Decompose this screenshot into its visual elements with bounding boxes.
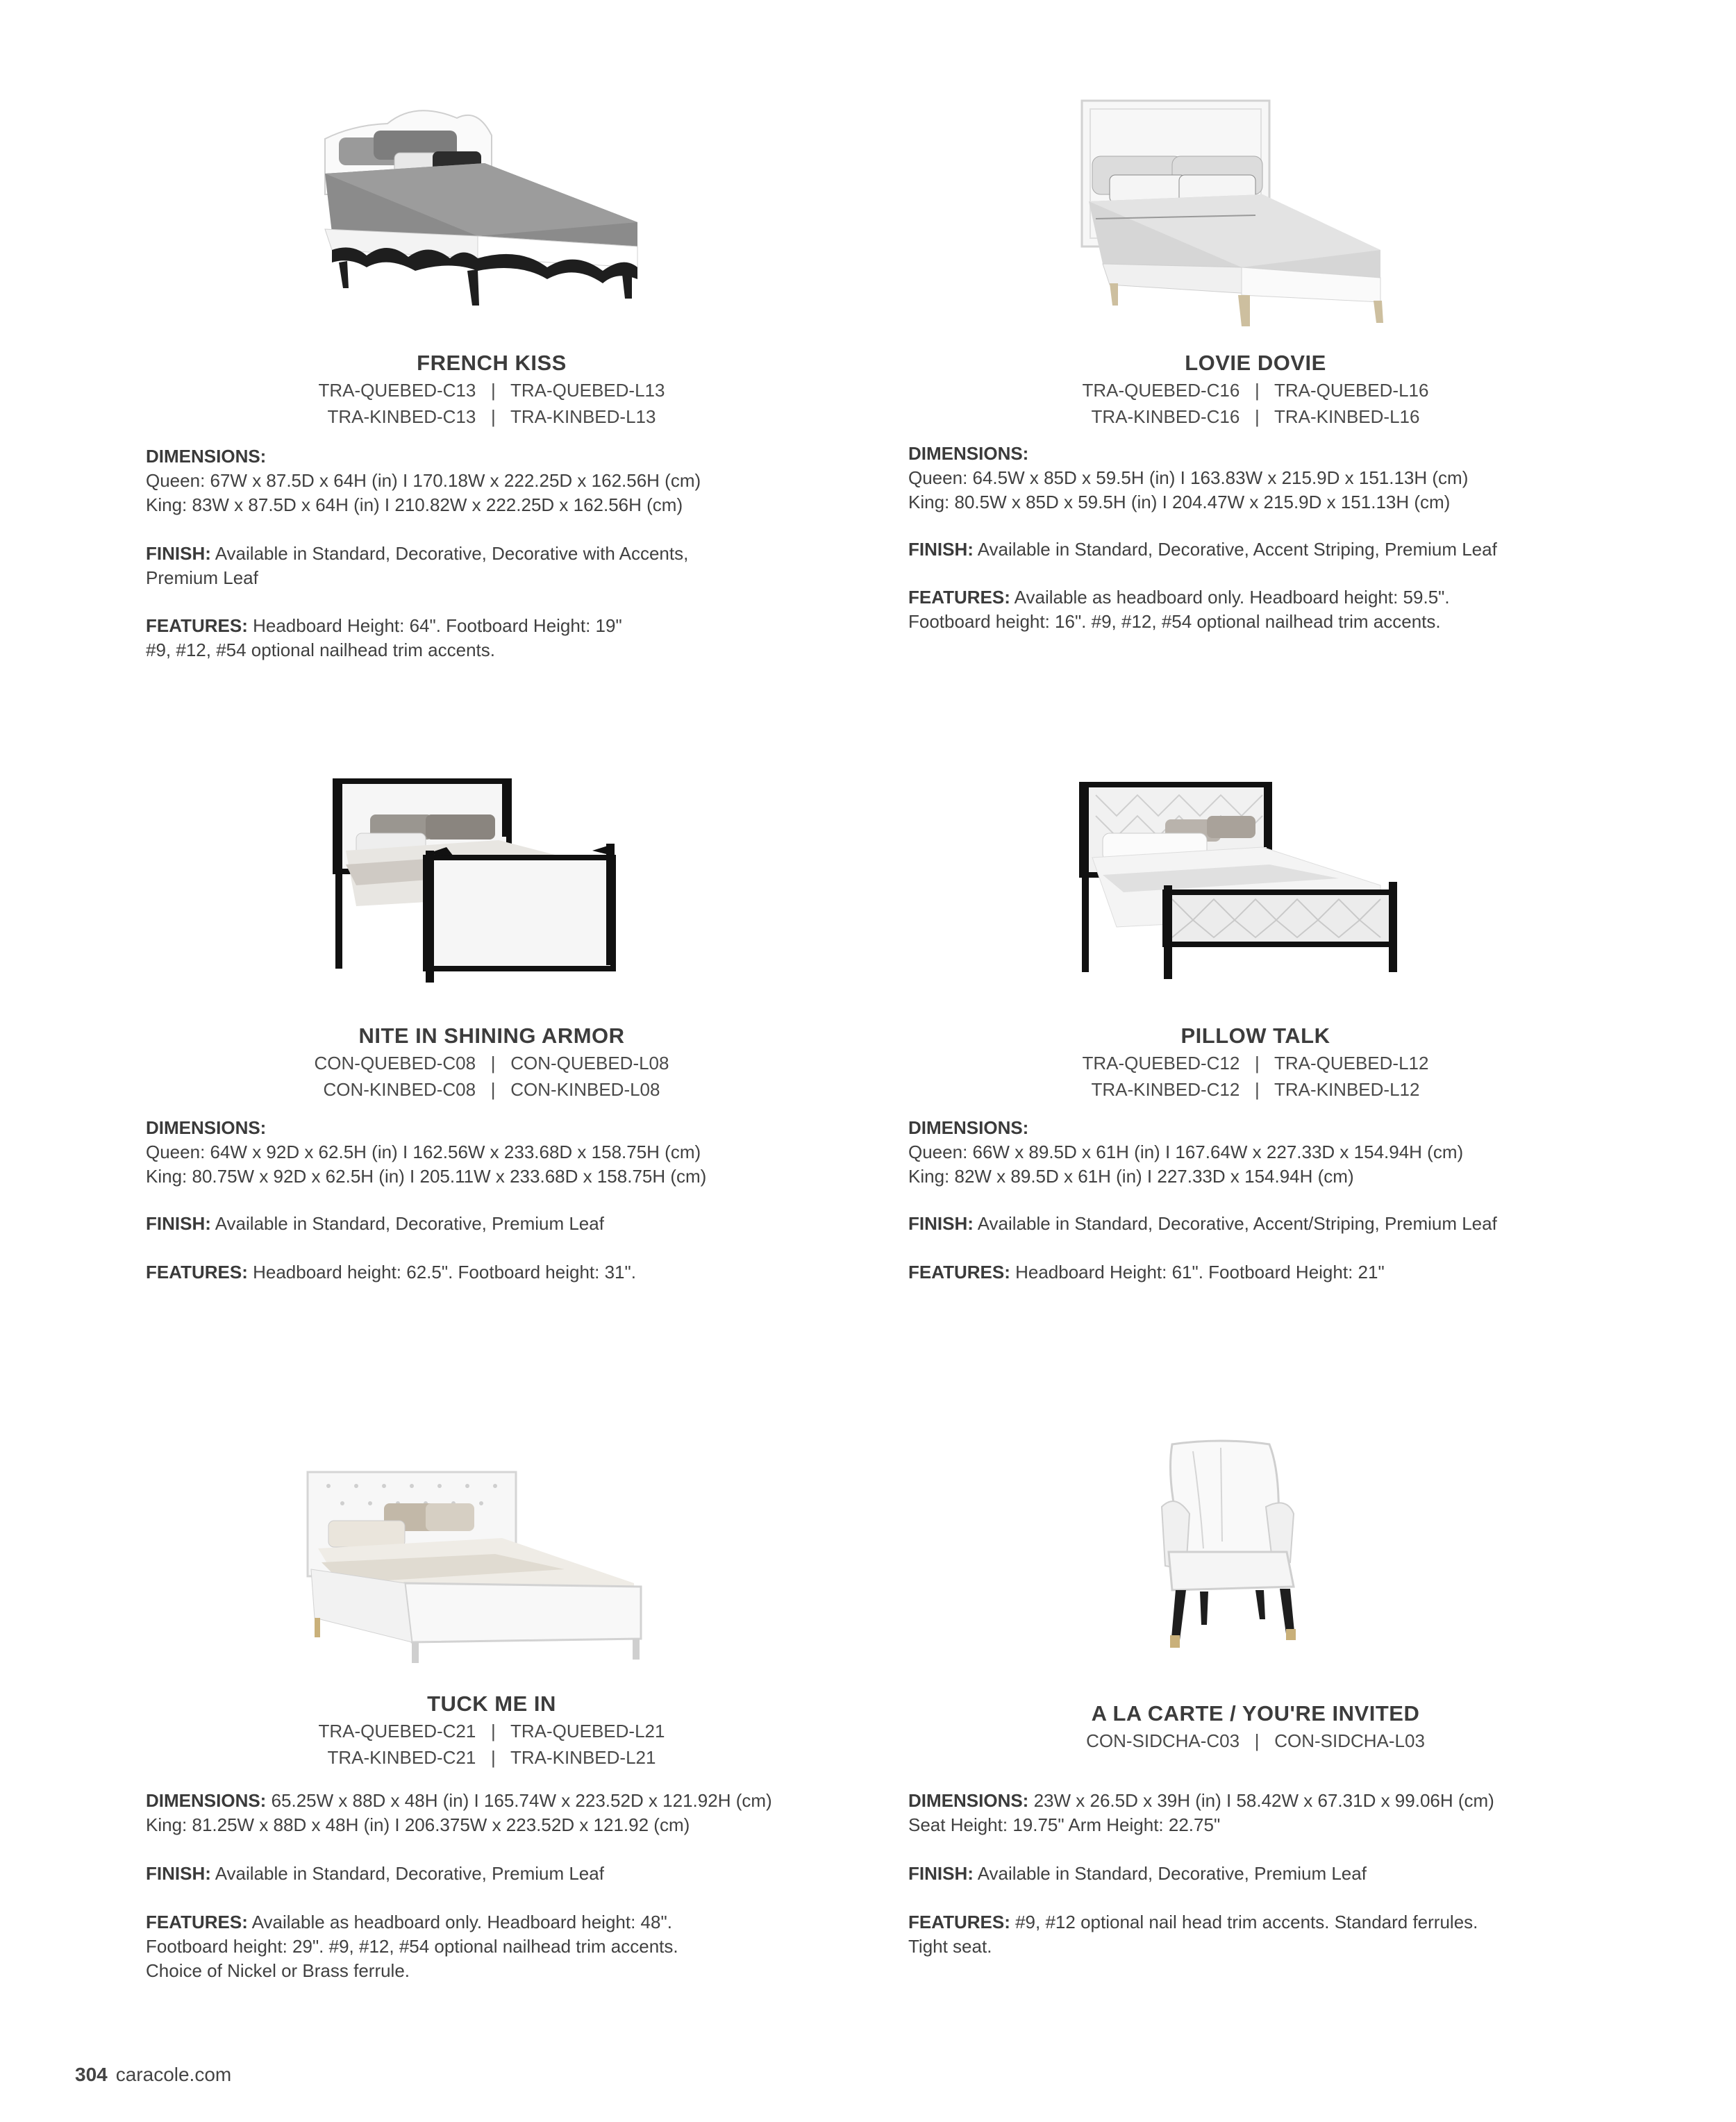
finish-label: FINISH: [146, 1863, 211, 1884]
website-link[interactable]: caracole.com [115, 2064, 232, 2085]
french-kiss-dimensions [146, 444, 840, 517]
sku-line: TRA-KINBED-C13 | TRA-KINBED-L13 [327, 406, 656, 427]
sku-line: TRA-KINBED-C21 | TRA-KINBED-L21 [327, 1747, 656, 1768]
product-name: NITE IN SHINING ARMOR [358, 1024, 625, 1048]
sku-line: CON-QUEBED-C08 | CON-QUEBED-L08 [314, 1053, 669, 1073]
features-label: FEATURES: [146, 1912, 248, 1932]
dimensions-label: DIMENSIONS: [146, 1117, 267, 1138]
french-kiss-bed-image [311, 97, 644, 330]
features-text: #9, #12 optional nail head trim accents. Standard ferrules. Tight seat. [908, 1912, 1478, 1957]
product-name: PILLOW TALK [1180, 1024, 1330, 1048]
product-name: TUCK ME IN [427, 1691, 556, 1716]
features-label: FEATURES: [146, 615, 248, 636]
features-label: FEATURES: [908, 1912, 1010, 1932]
sku-line: CON-KINBED-C08 | CON-KINBED-L08 [323, 1079, 660, 1100]
page-footer [75, 2064, 231, 2086]
pillow-talk-bed-image [1075, 781, 1408, 986]
a-la-carte-chair-image [1144, 1437, 1353, 1663]
features-label: FEATURES: [146, 1262, 248, 1283]
features-label: FEATURES: [908, 1262, 1010, 1283]
sku-line: TRA-QUEBED-C12 | TRA-QUEBED-L12 [1082, 1053, 1429, 1073]
page-number: 304 [75, 2064, 108, 2085]
finish-text: Available in Standard, Decorative, Premium Leaf [977, 1863, 1367, 1884]
dimensions-label: DIMENSIONS: [908, 443, 1029, 464]
dimensions-text: Queen: 64W x 92D x 62.5H (in) I 162.56W x 233.68D x 158.75H (cm) King: 80.75W x 92D x 62.5H (in) I 205.11W x 233.68D x 158.75H (cm) [146, 1142, 707, 1187]
tuck-me-in-bed-image [301, 1465, 662, 1677]
sku-line: TRA-KINBED-C16 | TRA-KINBED-L16 [1091, 406, 1420, 427]
nite-finish [146, 1212, 840, 1236]
sku-line: TRA-KINBED-C12 | TRA-KINBED-L12 [1091, 1079, 1420, 1100]
finish-label: FINISH: [146, 1213, 211, 1234]
sku-line: CON-SIDCHA-C03 | CON-SIDCHA-L03 [1086, 1730, 1425, 1751]
pillow-talk-features [908, 1260, 1603, 1285]
dimensions-label: DIMENSIONS: [146, 1790, 267, 1811]
lovie-dovie-bed-image [1068, 97, 1401, 330]
features-text: Headboard height: 62.5". Footboard height: 31". [253, 1262, 636, 1283]
features-text: Available as headboard only. Headboard height: 48". Footboard height: 29". #9, #12, #54 optional nailhead trim accents. Choice of Nickel or Brass ferrule. [146, 1912, 678, 1981]
a-la-carte-features [908, 1910, 1603, 1959]
lovie-dovie-dimensions [908, 442, 1603, 515]
dimensions-label: DIMENSIONS: [908, 1790, 1029, 1811]
dimensions-text: Queen: 66W x 89.5D x 61H (in) I 167.64W x 227.33D x 154.94H (cm) King: 82W x 89.5D x 61H (in) I 227.33D x 154.94H (cm) [908, 1142, 1464, 1187]
product-name: A LA CARTE / YOU'RE INVITED [1091, 1701, 1420, 1726]
dimensions-label: DIMENSIONS: [146, 446, 267, 467]
pillow-talk-dimensions [908, 1116, 1603, 1189]
product-name: LOVIE DOVIE [1185, 351, 1326, 375]
features-text: Available as headboard only. Headboard height: 59.5". Footboard height: 16". #9, #12, #54 optional nailhead trim accents. [908, 587, 1450, 632]
sku-line: TRA-QUEBED-C16 | TRA-QUEBED-L16 [1082, 380, 1429, 401]
finish-text: Available in Standard, Decorative, Accent Striping, Premium Leaf [977, 539, 1497, 560]
tuck-me-in-dimensions [146, 1789, 840, 1837]
a-la-carte-finish [908, 1862, 1603, 1886]
finish-label: FINISH: [908, 539, 974, 560]
nite-in-shining-armor-bed-image [328, 774, 634, 986]
features-label: FEATURES: [908, 587, 1010, 608]
product-name: FRENCH KISS [417, 351, 567, 375]
finish-text: Available in Standard, Decorative, Premium Leaf [215, 1863, 604, 1884]
a-la-carte-dimensions [908, 1789, 1603, 1837]
features-text: Headboard Height: 61". Footboard Height: 21" [1015, 1262, 1385, 1283]
sku-line: TRA-QUEBED-C21 | TRA-QUEBED-L21 [318, 1721, 665, 1741]
dimensions-text: Queen: 67W x 87.5D x 64H (in) I 170.18W x 222.25D x 162.56H (cm) King: 83W x 87.5D x 64H (in) I 210.82W x 222.25D x 162.56H (cm) [146, 470, 701, 515]
nite-dimensions [146, 1116, 840, 1189]
dimensions-label: DIMENSIONS: [908, 1117, 1029, 1138]
features-text: Headboard Height: 64". Footboard Height: 19" #9, #12, #54 optional nailhead trim accents. [146, 615, 622, 660]
finish-label: FINISH: [908, 1213, 974, 1234]
sku-line: TRA-QUEBED-C13 | TRA-QUEBED-L13 [318, 380, 665, 401]
finish-text: Available in Standard, Decorative, Decorative with Accents, Premium Leaf [146, 543, 689, 588]
lovie-dovie-features [908, 585, 1603, 634]
tuck-me-in-features [146, 1910, 840, 1983]
french-kiss-features [146, 614, 840, 662]
nite-features [146, 1260, 840, 1285]
pillow-talk-finish [908, 1212, 1603, 1236]
lovie-dovie-finish [908, 537, 1603, 562]
finish-label: FINISH: [908, 1863, 974, 1884]
dimensions-text: Queen: 64.5W x 85D x 59.5H (in) I 163.83W x 215.9D x 151.13H (cm) King: 80.5W x 85D x 59.5H (in) I 204.47W x 215.9D x 151.13H (cm) [908, 467, 1469, 512]
tuck-me-in-finish [146, 1862, 840, 1886]
dimensions-text: 65.25W x 88D x 48H (in) I 165.74W x 223.52D x 121.92H (cm) King: 81.25W x 88D x 48H (in) I 206.375W x 223.52D x 121.92 (cm) [146, 1790, 772, 1835]
french-kiss-finish [146, 542, 840, 590]
finish-text: Available in Standard, Decorative, Premium Leaf [215, 1213, 604, 1234]
dimensions-text: 23W x 26.5D x 39H (in) I 58.42W x 67.31D x 99.06H (cm) Seat Height: 19.75" Arm Height: 22.75" [908, 1790, 1494, 1835]
finish-text: Available in Standard, Decorative, Accent/Striping, Premium Leaf [977, 1213, 1497, 1234]
finish-label: FINISH: [146, 543, 211, 564]
